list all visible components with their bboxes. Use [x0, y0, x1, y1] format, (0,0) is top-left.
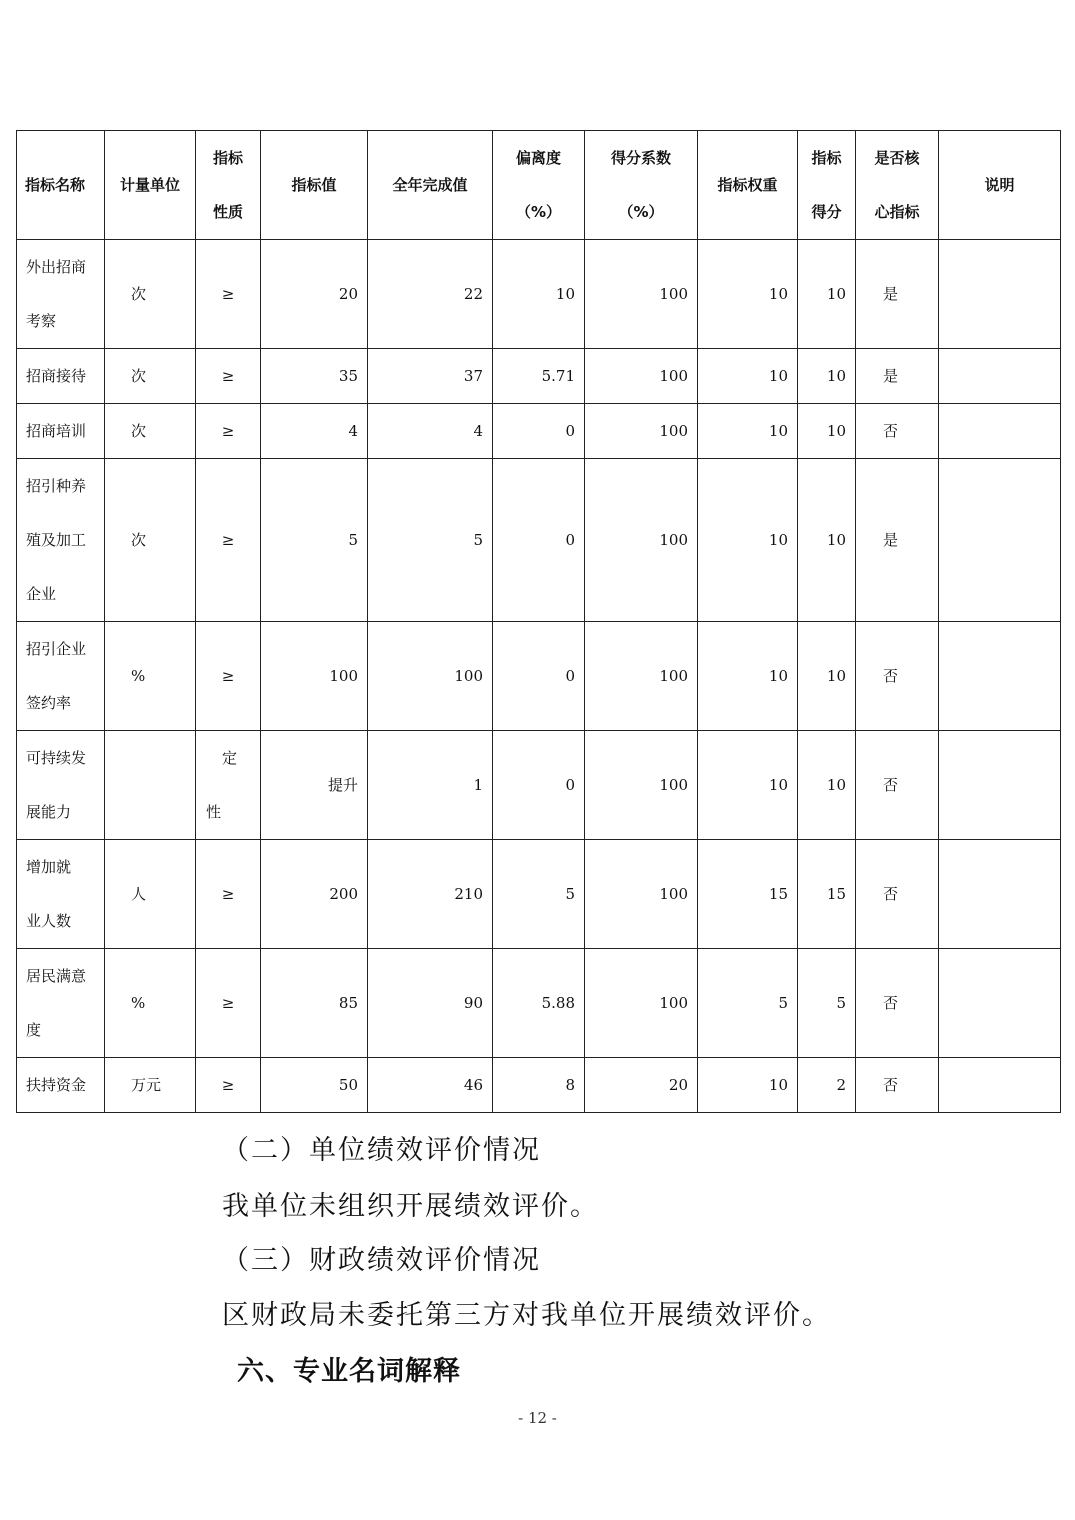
subheading-finance-evaluation: （三）财政绩效评价情况 — [222, 1245, 541, 1276]
cell-coef: 100 — [585, 240, 698, 349]
cell-note — [939, 349, 1061, 404]
cell-core: 否 — [856, 840, 939, 949]
cell-unit: 次 — [105, 240, 196, 349]
cell-indicator-name: 扶持资金 — [17, 1058, 105, 1113]
cell-target: 35 — [261, 349, 368, 404]
cell-note — [939, 240, 1061, 349]
cell-deviation: 10 — [493, 240, 585, 349]
table-row — [17, 949, 1061, 1058]
cell-score: 10 — [798, 240, 856, 349]
cell-deviation: 5.88 — [493, 949, 585, 1058]
cell-target: 20 — [261, 240, 368, 349]
cell-unit: % — [105, 622, 196, 731]
cell-unit: % — [105, 949, 196, 1058]
table-row — [17, 840, 1061, 949]
cell-deviation: 0 — [493, 731, 585, 840]
cell-nature: ≥ — [196, 840, 261, 949]
cell-target: 100 — [261, 622, 368, 731]
cell-actual: 4 — [368, 404, 493, 459]
cell-indicator-name: 可持续发 展能力 — [17, 731, 105, 840]
cell-score: 10 — [798, 622, 856, 731]
cell-nature: ≥ — [196, 949, 261, 1058]
section-heading-glossary: 六、专业名词解释 — [237, 1356, 461, 1387]
cell-nature: ≥ — [196, 459, 261, 622]
cell-core: 是 — [856, 349, 939, 404]
cell-core: 是 — [856, 240, 939, 349]
cell-actual: 5 — [368, 459, 493, 622]
table-body — [17, 240, 1061, 1113]
cell-indicator-name: 招引种养 殖及加工 企业 — [17, 459, 105, 622]
header-note: 说明 — [939, 131, 1061, 240]
cell-core: 否 — [856, 949, 939, 1058]
cell-score: 10 — [798, 731, 856, 840]
cell-nature: ≥ — [196, 349, 261, 404]
header-nature: 指标 性质 — [196, 131, 261, 240]
cell-coef: 100 — [585, 949, 698, 1058]
cell-score: 10 — [798, 459, 856, 622]
cell-note — [939, 840, 1061, 949]
header-unit: 计量单位 — [105, 131, 196, 240]
cell-nature: ≥ — [196, 622, 261, 731]
performance-indicator-table — [16, 130, 1061, 1113]
table-row — [17, 622, 1061, 731]
header-core-indicator: 是否核 心指标 — [856, 131, 939, 240]
cell-indicator-name: 招商培训 — [17, 404, 105, 459]
header-deviation: 偏离度 （%） — [493, 131, 585, 240]
table-row — [17, 731, 1061, 840]
header-score: 指标 得分 — [798, 131, 856, 240]
cell-coef: 20 — [585, 1058, 698, 1113]
cell-actual: 22 — [368, 240, 493, 349]
cell-actual: 90 — [368, 949, 493, 1058]
header-weight: 指标权重 — [698, 131, 798, 240]
cell-note — [939, 949, 1061, 1058]
cell-score: 10 — [798, 404, 856, 459]
cell-note — [939, 459, 1061, 622]
cell-core: 否 — [856, 731, 939, 840]
cell-weight: 10 — [698, 349, 798, 404]
cell-note — [939, 404, 1061, 459]
cell-weight: 10 — [698, 731, 798, 840]
cell-score: 15 — [798, 840, 856, 949]
cell-deviation: 0 — [493, 459, 585, 622]
cell-nature: ≥ — [196, 1058, 261, 1113]
cell-coef: 100 — [585, 731, 698, 840]
cell-target: 4 — [261, 404, 368, 459]
cell-weight: 15 — [698, 840, 798, 949]
header-score-coefficient: 得分系数（%） — [585, 131, 698, 240]
cell-weight: 10 — [698, 404, 798, 459]
subheading-unit-evaluation: （二）单位绩效评价情况 — [222, 1135, 541, 1166]
cell-coef: 100 — [585, 459, 698, 622]
cell-weight: 10 — [698, 1058, 798, 1113]
cell-indicator-name: 招引企业 签约率 — [17, 622, 105, 731]
cell-unit: 次 — [105, 404, 196, 459]
cell-unit: 万元 — [105, 1058, 196, 1113]
paragraph-unit-evaluation: 我单位未组织开展绩效评价。 — [222, 1191, 599, 1222]
cell-actual: 210 — [368, 840, 493, 949]
header-indicator-name: 指标名称 — [17, 131, 105, 240]
cell-nature: ≥ — [196, 240, 261, 349]
cell-note — [939, 622, 1061, 731]
cell-actual: 37 — [368, 349, 493, 404]
cell-target: 提升 — [261, 731, 368, 840]
cell-indicator-name: 外出招商 考察 — [17, 240, 105, 349]
table-row — [17, 349, 1061, 404]
cell-coef: 100 — [585, 840, 698, 949]
cell-nature: 定 性 — [196, 731, 261, 840]
table-header-row — [17, 131, 1061, 240]
table-row — [17, 459, 1061, 622]
cell-weight: 10 — [698, 240, 798, 349]
cell-deviation: 0 — [493, 404, 585, 459]
cell-actual: 1 — [368, 731, 493, 840]
cell-unit: 次 — [105, 459, 196, 622]
table-row — [17, 1058, 1061, 1113]
cell-score: 2 — [798, 1058, 856, 1113]
cell-coef: 100 — [585, 404, 698, 459]
cell-target: 85 — [261, 949, 368, 1058]
cell-note — [939, 731, 1061, 840]
cell-note — [939, 1058, 1061, 1113]
cell-weight: 10 — [698, 459, 798, 622]
cell-core: 是 — [856, 459, 939, 622]
cell-core: 否 — [856, 404, 939, 459]
header-actual-value: 全年完成值 — [368, 131, 493, 240]
cell-coef: 100 — [585, 622, 698, 731]
cell-target: 50 — [261, 1058, 368, 1113]
cell-target: 5 — [261, 459, 368, 622]
cell-target: 200 — [261, 840, 368, 949]
cell-actual: 100 — [368, 622, 493, 731]
cell-deviation: 8 — [493, 1058, 585, 1113]
cell-score: 10 — [798, 349, 856, 404]
cell-unit: 人 — [105, 840, 196, 949]
cell-score: 5 — [798, 949, 856, 1058]
header-target-value: 指标值 — [261, 131, 368, 240]
table-row — [17, 404, 1061, 459]
cell-unit — [105, 731, 196, 840]
paragraph-finance-evaluation: 区财政局未委托第三方对我单位开展绩效评价。 — [222, 1300, 831, 1331]
cell-indicator-name: 增加就 业人数 — [17, 840, 105, 949]
cell-indicator-name: 居民满意 度 — [17, 949, 105, 1058]
cell-core: 否 — [856, 1058, 939, 1113]
cell-indicator-name: 招商接待 — [17, 349, 105, 404]
cell-unit: 次 — [105, 349, 196, 404]
cell-deviation: 5.71 — [493, 349, 585, 404]
cell-actual: 46 — [368, 1058, 493, 1113]
cell-deviation: 0 — [493, 622, 585, 731]
page-number: - 12 - — [518, 1409, 557, 1427]
table-row — [17, 240, 1061, 349]
cell-weight: 10 — [698, 622, 798, 731]
cell-weight: 5 — [698, 949, 798, 1058]
cell-coef: 100 — [585, 349, 698, 404]
cell-deviation: 5 — [493, 840, 585, 949]
cell-core: 否 — [856, 622, 939, 731]
cell-nature: ≥ — [196, 404, 261, 459]
